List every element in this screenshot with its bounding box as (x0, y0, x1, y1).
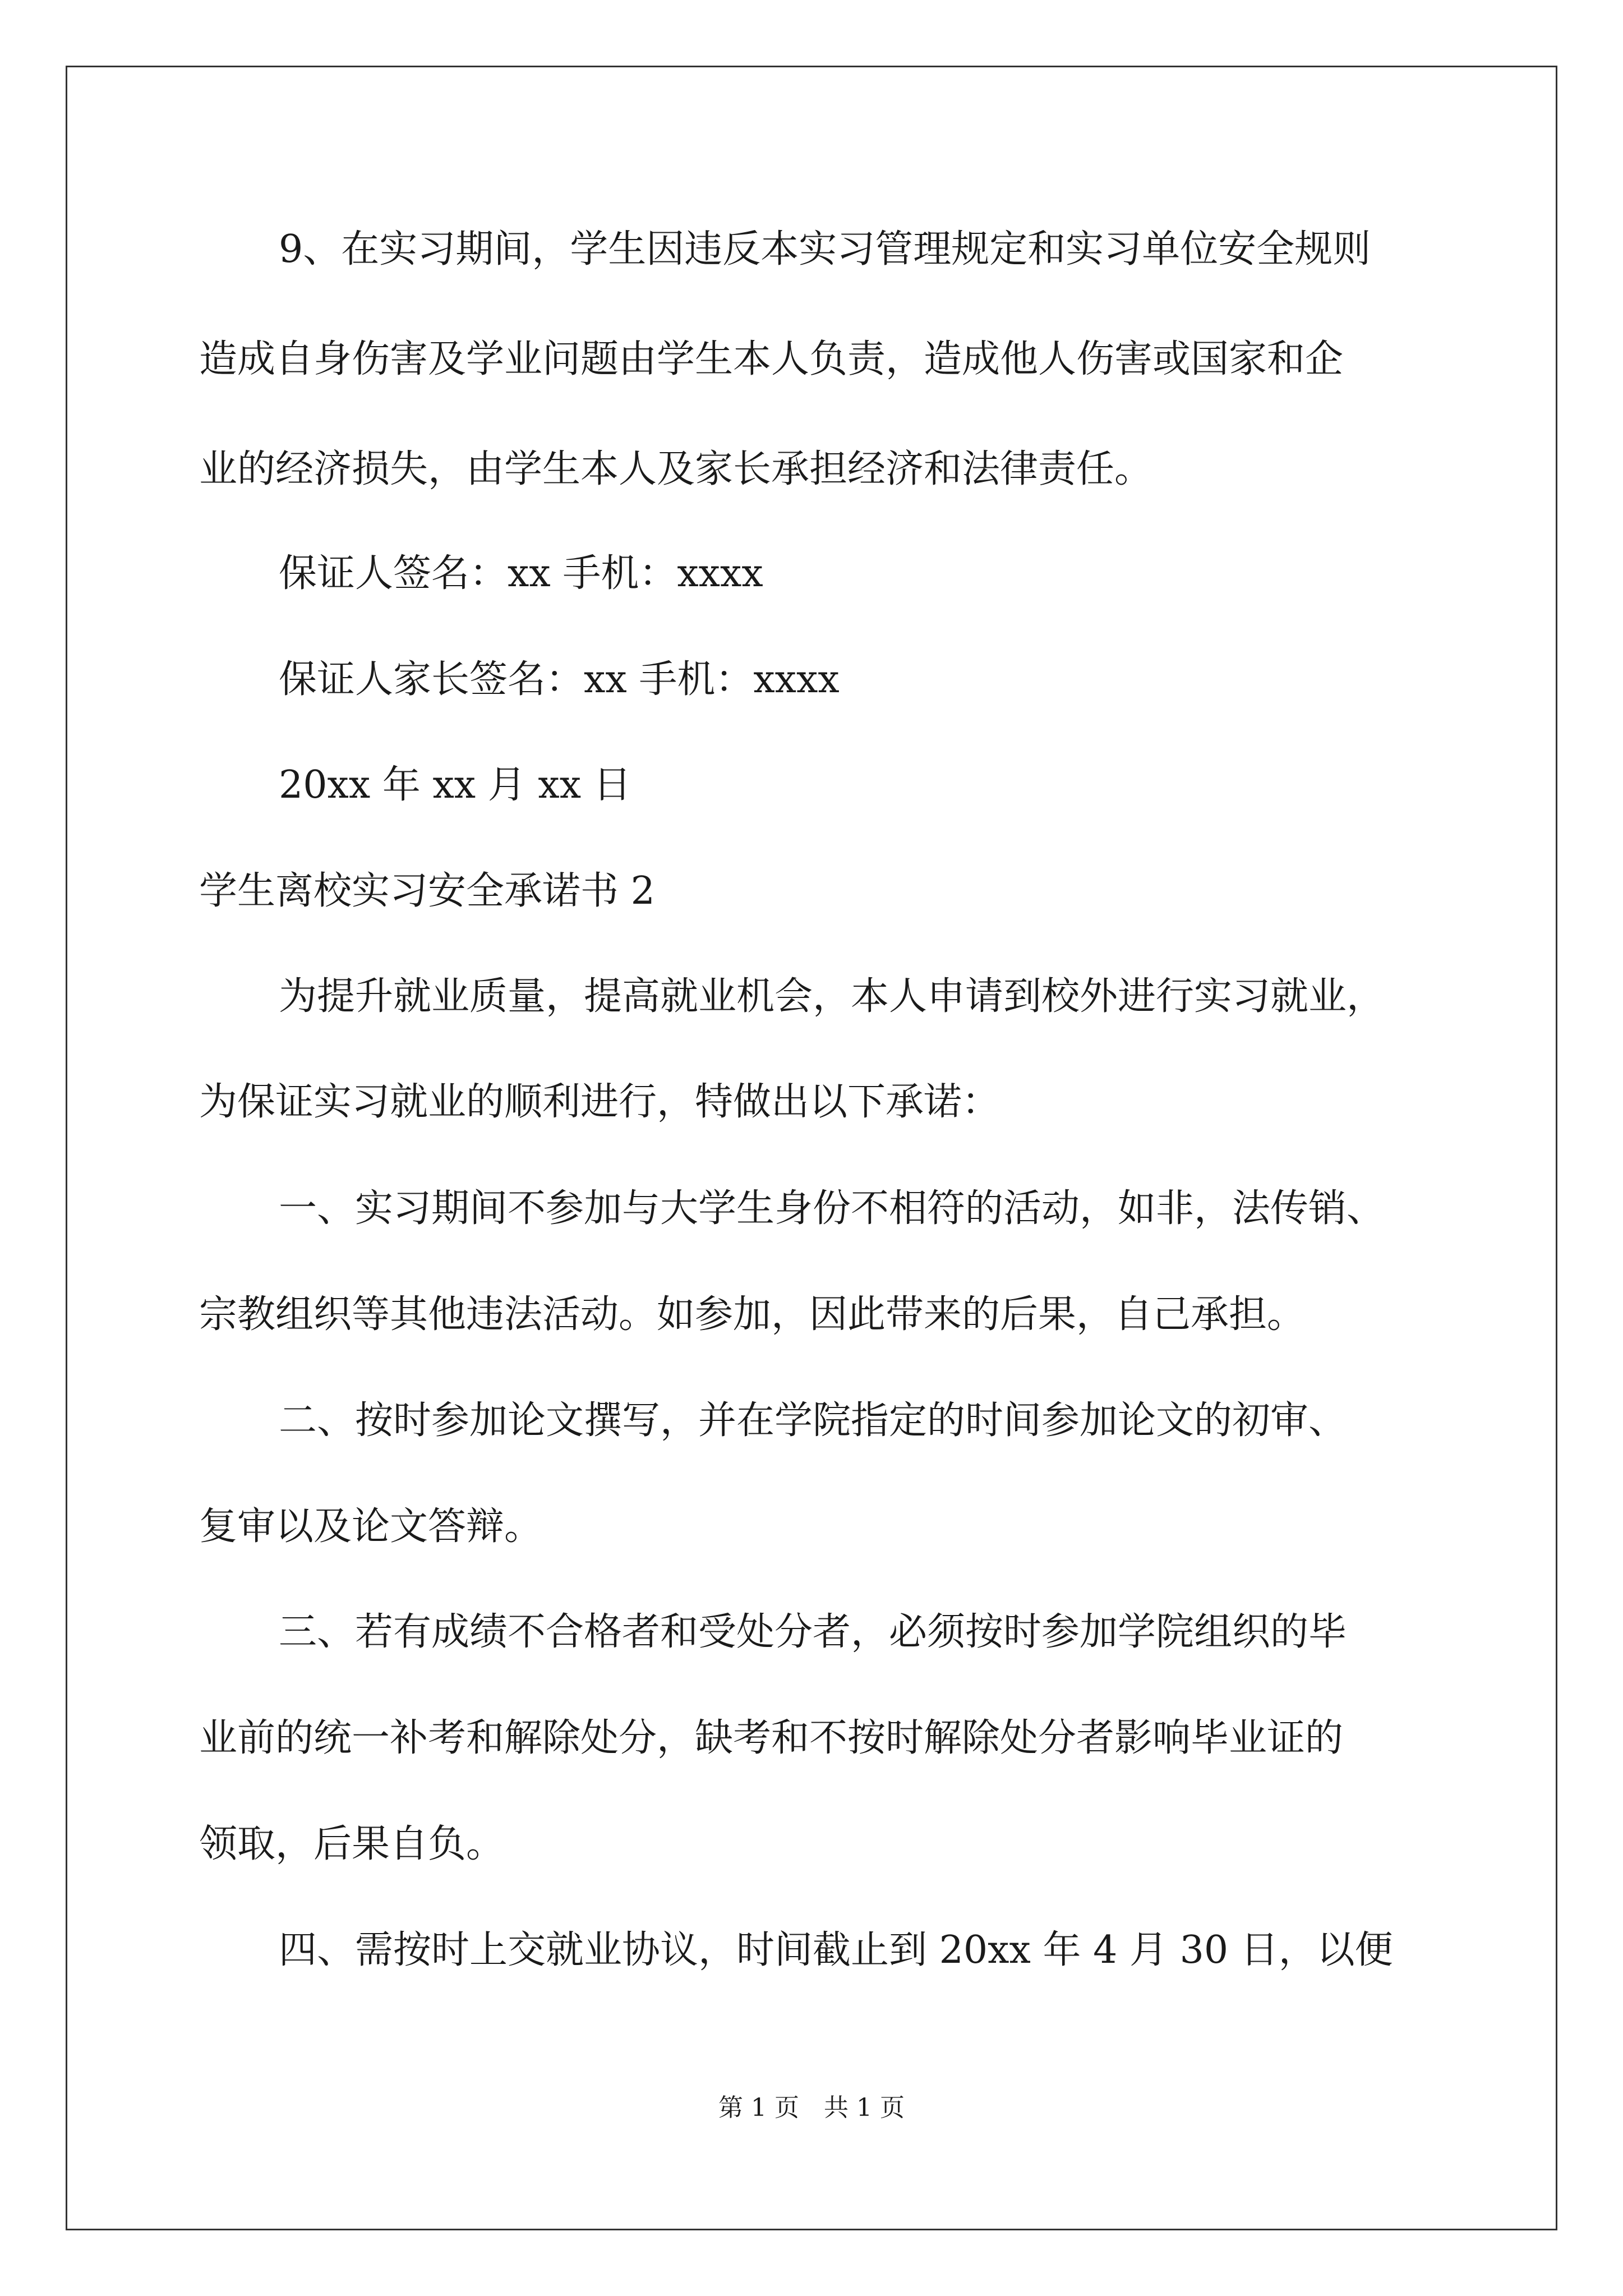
text-line: 二、按时参加论文撰写，并在学院指定的时间参加论文的初审、 (279, 1398, 1347, 1443)
date-line: 20xx 年 xx 月 xx 日 (279, 763, 631, 807)
text-line: 为提升就业质量，提高就业机会，本人申请到校外进行实习就业， (279, 974, 1385, 1019)
text-line: 9、在实习期间，学生因违反本实习管理规定和实习单位安全规则 (279, 227, 1371, 272)
text-line: 三、若有成绩不合格者和受处分者，必须按时参加学院组织的毕 (279, 1610, 1347, 1654)
parent-signature-line: 保证人家长签名：xx 手机：xxxx (279, 657, 840, 702)
text-line: 宗教组织等其他违法活动。如参加，因此带来的后果，自己承担。 (199, 1292, 1306, 1337)
text-line: 复审以及论文答辩。 (199, 1504, 543, 1549)
text-line: 一、实习期间不参加与大学生身份不相符的活动，如非，法传销、 (279, 1186, 1385, 1231)
text-line: 为保证实习就业的顺利进行，特做出以下承诺： (199, 1080, 1000, 1124)
page-number-footer: 第 1 页 共 1 页 (718, 2093, 905, 2122)
text-line: 四、需按时上交就业协议，时间截止到 20xx 年 4 月 30 日，以便 (279, 1928, 1393, 1972)
text-line: 业前的统一补考和解除处分，缺考和不按时解除处分者影响毕业证的 (199, 1716, 1344, 1760)
page-border (66, 66, 1557, 2230)
text-line: 业的经济损失，由学生本人及家长承担经济和法律责任。 (199, 447, 1153, 491)
text-line: 造成自身伤害及学业问题由学生本人负责，造成他人伤害或国家和企 (199, 337, 1344, 381)
text-line: 领取，后果自负。 (199, 1822, 505, 1866)
signature-line: 保证人签名：xx 手机：xxxx (279, 551, 763, 596)
section-title: 学生离校实习安全承诺书 2 (199, 869, 655, 913)
